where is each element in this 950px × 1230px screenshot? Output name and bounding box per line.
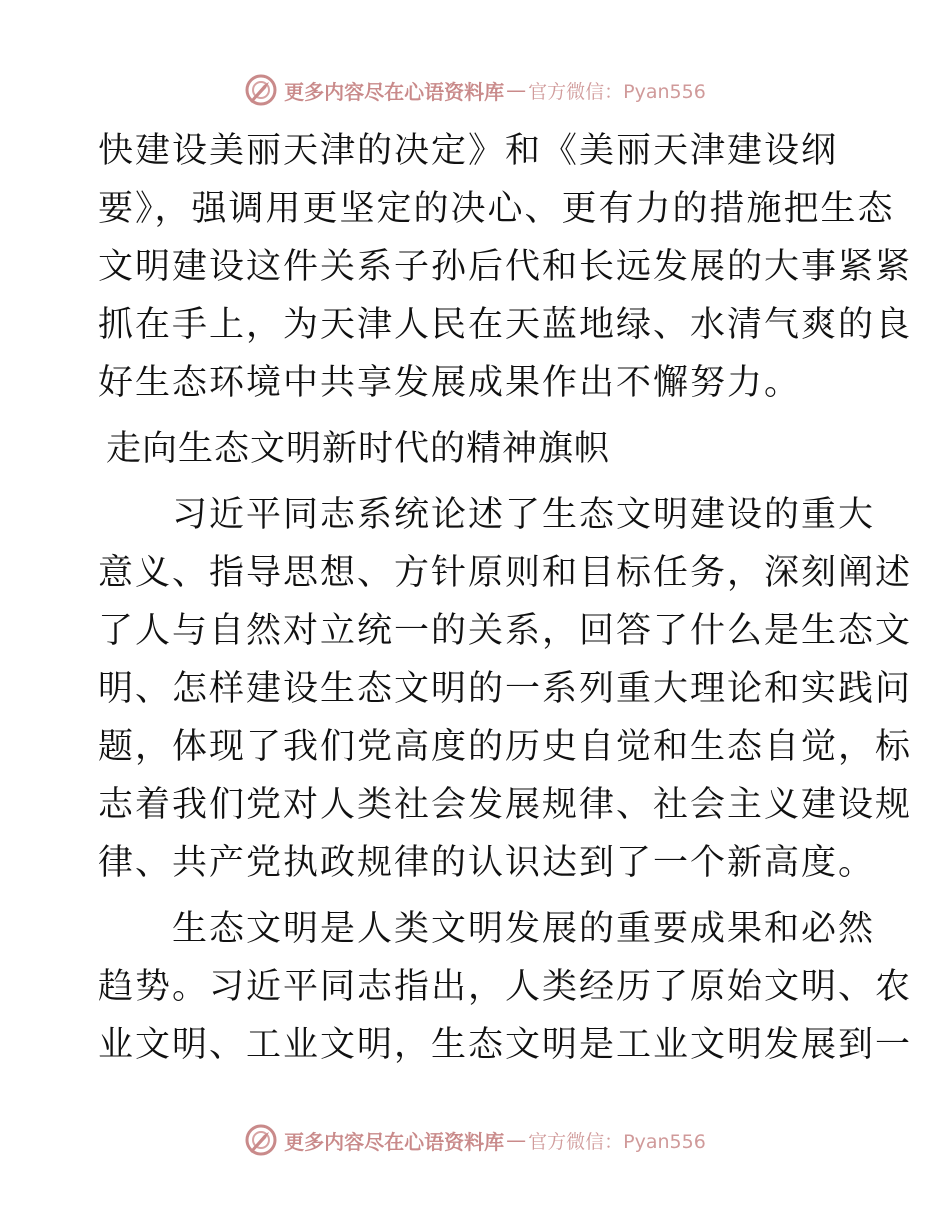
paragraph-line: 意义、指导思想、方针原则和目标任务，深刻阐述 [98, 553, 913, 593]
paragraph-line: 快建设美丽天津的决定》和《美丽天津建设纲 [98, 131, 839, 171]
watermark-site-text: 更多内容尽在心语资料库 [284, 79, 505, 104]
pen-nib-logo-icon [244, 73, 278, 107]
paragraph-line: 要》，强调用更坚定的决心、更有力的措施把生态 [98, 189, 895, 229]
paragraph-line: 好生态环境中共享发展成果作出不懈努力。 [98, 363, 802, 403]
paragraph-line: 题，体现了我们党高度的历史自觉和生态自觉，标 [98, 727, 913, 767]
watermark-wechat-text: 官方微信：Pyan556 [528, 80, 706, 103]
watermark-site-text: 更多内容尽在心语资料库 [284, 1129, 505, 1154]
watermark-separator: — [506, 1128, 527, 1152]
paragraph-line: 了人与自然对立统一的关系，回答了什么是生态文 [98, 611, 913, 651]
paragraph-line: 生态文明是人类文明发展的重要成果和必然 [98, 909, 876, 949]
pen-nib-logo-icon [244, 1123, 278, 1157]
paragraph-line: 志着我们党对人类社会发展规律、社会主义建设规 [98, 785, 913, 825]
watermark-wechat-text: 官方微信：Pyan556 [528, 1130, 706, 1153]
paragraph-line: 律、共产党执政规律的认识达到了一个新高度。 [98, 843, 876, 883]
paragraph-line: 趋势。习近平同志指出，人类经历了原始文明、农 [98, 967, 913, 1007]
document-body [98, 122, 913, 1074]
paragraph-line: 明、怎样建设生态文明的一系列重大理论和实践问 [98, 669, 913, 709]
paragraph-line: 抓在手上，为天津人民在天蓝地绿、水清气爽的良 [98, 305, 913, 345]
watermark-banner-bottom [0, 1120, 950, 1160]
watermark-banner-top [0, 70, 950, 110]
paragraph-line: 业文明、工业文明，生态文明是工业文明发展到一 [98, 1025, 913, 1065]
section-heading: 走向生态文明新时代的精神旗帜 [106, 429, 611, 469]
paragraph-line: 习近平同志系统论述了生态文明建设的重大 [98, 495, 876, 535]
paragraph-line: 文明建设这件关系子孙后代和长远发展的大事紧紧 [98, 247, 913, 287]
watermark-separator: — [506, 78, 527, 102]
